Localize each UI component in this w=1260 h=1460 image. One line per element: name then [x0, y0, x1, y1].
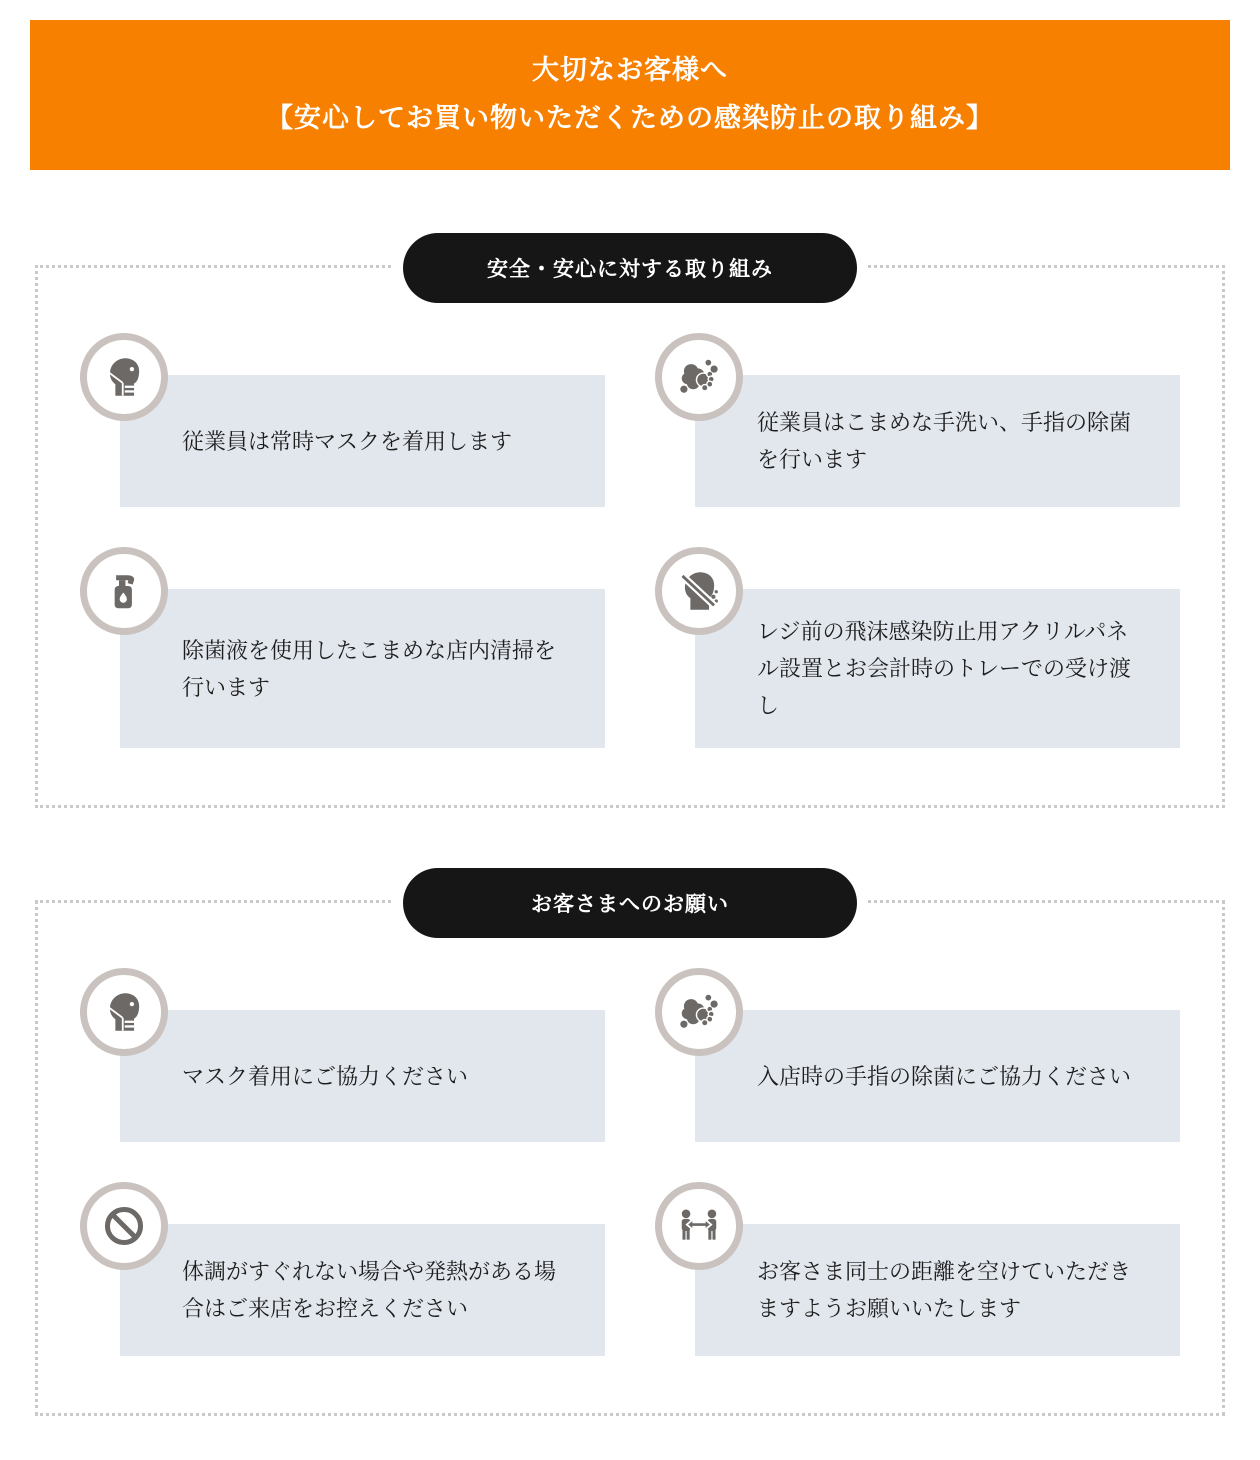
item-box	[695, 1010, 1180, 1142]
prohibition-icon	[101, 1203, 147, 1249]
droplet-prevention-icon	[676, 568, 722, 614]
sanitizer-spray-icon	[101, 568, 147, 614]
section-safety-measures	[35, 258, 1225, 808]
mask-face-icon	[101, 354, 147, 400]
hand-wash-icon	[676, 354, 722, 400]
item-text: レジ前の飛沫感染防止用アクリルパネル設置とお会計時のトレーでの受け渡し	[757, 619, 1132, 718]
item-text: お客さま同士の距離を空けていただきますようお願いいたします	[757, 1259, 1132, 1321]
list-item	[655, 968, 1180, 1142]
icon-circle	[80, 547, 168, 635]
item-box	[695, 1224, 1180, 1356]
list-item	[655, 547, 1180, 748]
items-grid	[80, 968, 1180, 1356]
item-box	[120, 1224, 605, 1356]
notice-banner	[30, 20, 1230, 170]
banner-title-line1: 大切なお客様へ	[532, 55, 728, 86]
item-text: 従業員はこまめな手洗い、手指の除菌を行います	[757, 410, 1132, 472]
item-box	[695, 589, 1180, 748]
section-title-pill-safety-measures: 安全・安心に対する取り組み	[403, 233, 857, 303]
list-item	[80, 968, 605, 1142]
social-distance-icon	[676, 1203, 722, 1249]
items-grid	[80, 333, 1180, 748]
icon-circle	[655, 1182, 743, 1270]
mask-face-icon	[101, 989, 147, 1035]
item-text: 除菌液を使用したこまめな店内清掃を行います	[182, 637, 557, 700]
list-item	[80, 1182, 605, 1356]
icon-circle	[655, 968, 743, 1056]
icon-circle	[80, 1182, 168, 1270]
icon-circle	[80, 968, 168, 1056]
section-title-pill-customer-requests: お客さまへのお願い	[403, 868, 857, 938]
list-item	[80, 333, 605, 507]
section-customer-requests	[35, 893, 1225, 1416]
item-text: 従業員は常時マスクを着用します	[182, 428, 513, 454]
banner-title-line2: 【安心してお買い物いただくための感染防止の取り組み】	[266, 103, 994, 133]
item-box	[695, 375, 1180, 507]
sections-container	[0, 258, 1260, 1416]
list-item	[80, 547, 605, 748]
list-item	[655, 333, 1180, 507]
item-text: マスク着用にご協力ください	[182, 1063, 469, 1089]
icon-circle	[655, 547, 743, 635]
icon-circle	[80, 333, 168, 421]
item-box	[120, 375, 605, 507]
item-box	[120, 1010, 605, 1142]
item-text: 入店時の手指の除菌にご協力ください	[757, 1063, 1132, 1089]
icon-circle	[655, 333, 743, 421]
hand-wash-icon	[676, 989, 722, 1035]
list-item	[655, 1182, 1180, 1356]
item-box	[120, 589, 605, 748]
item-text: 体調がすぐれない場合や発熱がある場合はご来店をお控えください	[182, 1259, 557, 1321]
